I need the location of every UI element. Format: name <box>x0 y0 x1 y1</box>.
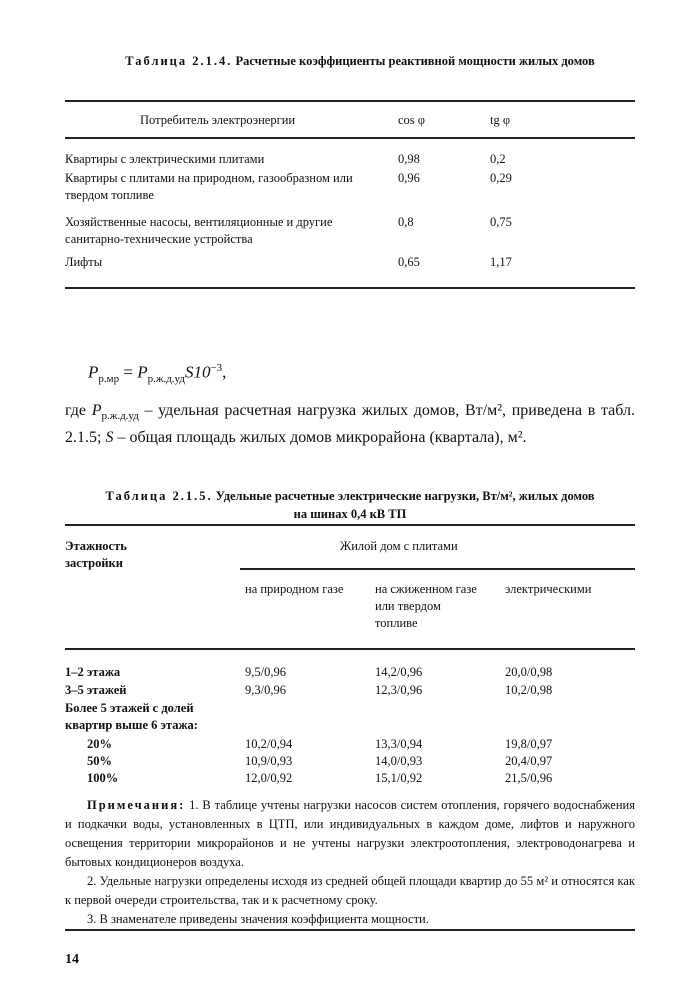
table1-row-cos: 0,96 <box>398 171 420 185</box>
page-bottom-rule <box>65 929 635 931</box>
table1-row-tg: 0,75 <box>490 215 512 229</box>
table2-header-floors: Этажность застройки <box>65 539 127 570</box>
table1-row-name: Лифты <box>65 255 103 269</box>
table2-cell: 13,3/0,94 <box>375 737 423 751</box>
subscript: р.ж.д.уд <box>101 410 139 423</box>
table2-cell: 19,8/0,97 <box>505 737 553 751</box>
table2-cell: 15,1/0,92 <box>375 771 423 785</box>
text: где <box>65 402 92 419</box>
table2-number: Таблица 2.1.5. <box>105 489 213 503</box>
note-3: 3. В знаменателе приведены значения коэффициента мощности. <box>87 912 429 926</box>
formula <box>88 358 226 390</box>
table1-row-tg: 0,2 <box>490 152 506 166</box>
table2-cell: 20,4/0,97 <box>505 754 553 768</box>
table2-row-label: 3–5 этажей <box>65 683 127 697</box>
table1-number: Таблица 2.1.4. <box>125 54 233 68</box>
table2-cell: 12,0/0,92 <box>245 771 293 785</box>
formula-exponent: −3 <box>210 362 223 374</box>
formula-subscript: р.мр <box>98 373 120 386</box>
table2-cell: 10,2/0,94 <box>245 737 293 751</box>
table2-header-rule <box>65 648 635 650</box>
table2-header-group: Жилой дом с плитами <box>340 539 458 553</box>
table2-cell: 21,5/0,96 <box>505 771 553 785</box>
table1-row-name: Квартиры с плитами на природном, газообразном или твердом топливе <box>65 171 353 202</box>
table2-cell: 10,2/0,98 <box>505 683 553 697</box>
table1-header-consumer: Потребитель электроэнергии <box>140 113 296 127</box>
symbol: P <box>91 402 102 419</box>
table1-row-cos: 0,98 <box>398 152 420 166</box>
table2-title-line2: на шинах 0,4 кВ ТП <box>293 507 407 521</box>
table1-row-cos: 0,8 <box>398 215 414 229</box>
table2-cell: 14,2/0,96 <box>375 665 423 679</box>
text: – общая площадь жилых домов микрорайона (квартала), м². <box>113 429 527 447</box>
table2-cell: 20,0/0,98 <box>505 665 553 679</box>
text: – удельная расчетная нагрузка жилых домов, Вт/м², приведена в табл. 2.1.5; <box>65 402 635 447</box>
table2-subheader-rule <box>240 568 635 570</box>
table1-row-tg: 0,29 <box>490 171 512 185</box>
formula-subscript: р.ж.д.уд <box>147 373 185 386</box>
table1-top-rule <box>65 100 635 102</box>
table2-cell: 9,3/0,96 <box>245 683 286 697</box>
table2-cell: 9,5/0,96 <box>245 665 286 679</box>
explanation-paragraph <box>65 400 635 448</box>
table2-subheader-gas: на природном газе <box>245 582 344 596</box>
formula-symbol: P <box>137 362 148 382</box>
table2-row-label: 50% <box>87 754 112 768</box>
table2-caption <box>65 487 635 523</box>
table2-row-label: 20% <box>87 737 112 751</box>
table2-row-label: 1–2 этажа <box>65 665 121 679</box>
note-1: 1. В таблице учтены нагрузки насосов систем отопления, горячего водоснабжения и подкачки воды, установленных в ЦТП, или индивидуальных в каждом доме, лифтов и наружного освещения территории микрорайонов и не учтены нагрузки электроотопления, электроводонагрева и бытовых кондиционеров воздуха. <box>65 798 635 869</box>
table1-title: Расчетные коэффициенты реактивной мощности жилых домов <box>235 54 595 68</box>
table1-row-cos: 0,65 <box>398 255 420 269</box>
table-notes <box>65 796 635 929</box>
table2-cell: 12,3/0,96 <box>375 683 423 697</box>
table1-bottom-rule <box>65 287 635 289</box>
table1-caption <box>120 52 600 71</box>
table1-row-name: Квартиры с электрическими плитами <box>65 152 265 166</box>
table1-row-tg: 1,17 <box>490 255 512 269</box>
formula-tail: S10 <box>184 362 211 382</box>
page-number: 14 <box>65 952 79 967</box>
table2-top-rule <box>65 524 635 526</box>
formula-symbol: P <box>88 362 99 382</box>
table1-header-cos: cos φ <box>398 113 426 127</box>
table2-cell: 14,0/0,93 <box>375 754 423 768</box>
table2-title: Удельные расчетные электрические нагрузки, Вт/м², жилых домов <box>215 489 595 503</box>
table1-header-rule <box>65 137 635 139</box>
note-2: 2. Удельные нагрузки определены исходя из средней общей площади квартир до 55 м² и относятся как к первой очереди строительства, так и к расчетному сроку. <box>65 874 635 907</box>
table2-row-label: 100% <box>87 771 119 785</box>
table1-row-name: Хозяйственные насосы, вентиляционные и другие санитарно-технические устройства <box>65 215 333 246</box>
symbol: S <box>105 429 114 447</box>
table2-subheader-electric: электрическими <box>505 582 592 596</box>
table1-header-tg: tg φ <box>490 113 511 127</box>
table2-cell: 10,9/0,93 <box>245 754 293 768</box>
table2-row-label: Более 5 этажей с долей квартир выше 6 этажа: <box>65 701 198 732</box>
formula-comma: , <box>222 362 227 382</box>
formula-equals: = <box>119 362 138 382</box>
table2-subheader-lpg: на сжиженном газе или твердом топливе <box>375 582 477 630</box>
notes-heading: Примечания: <box>87 798 186 812</box>
